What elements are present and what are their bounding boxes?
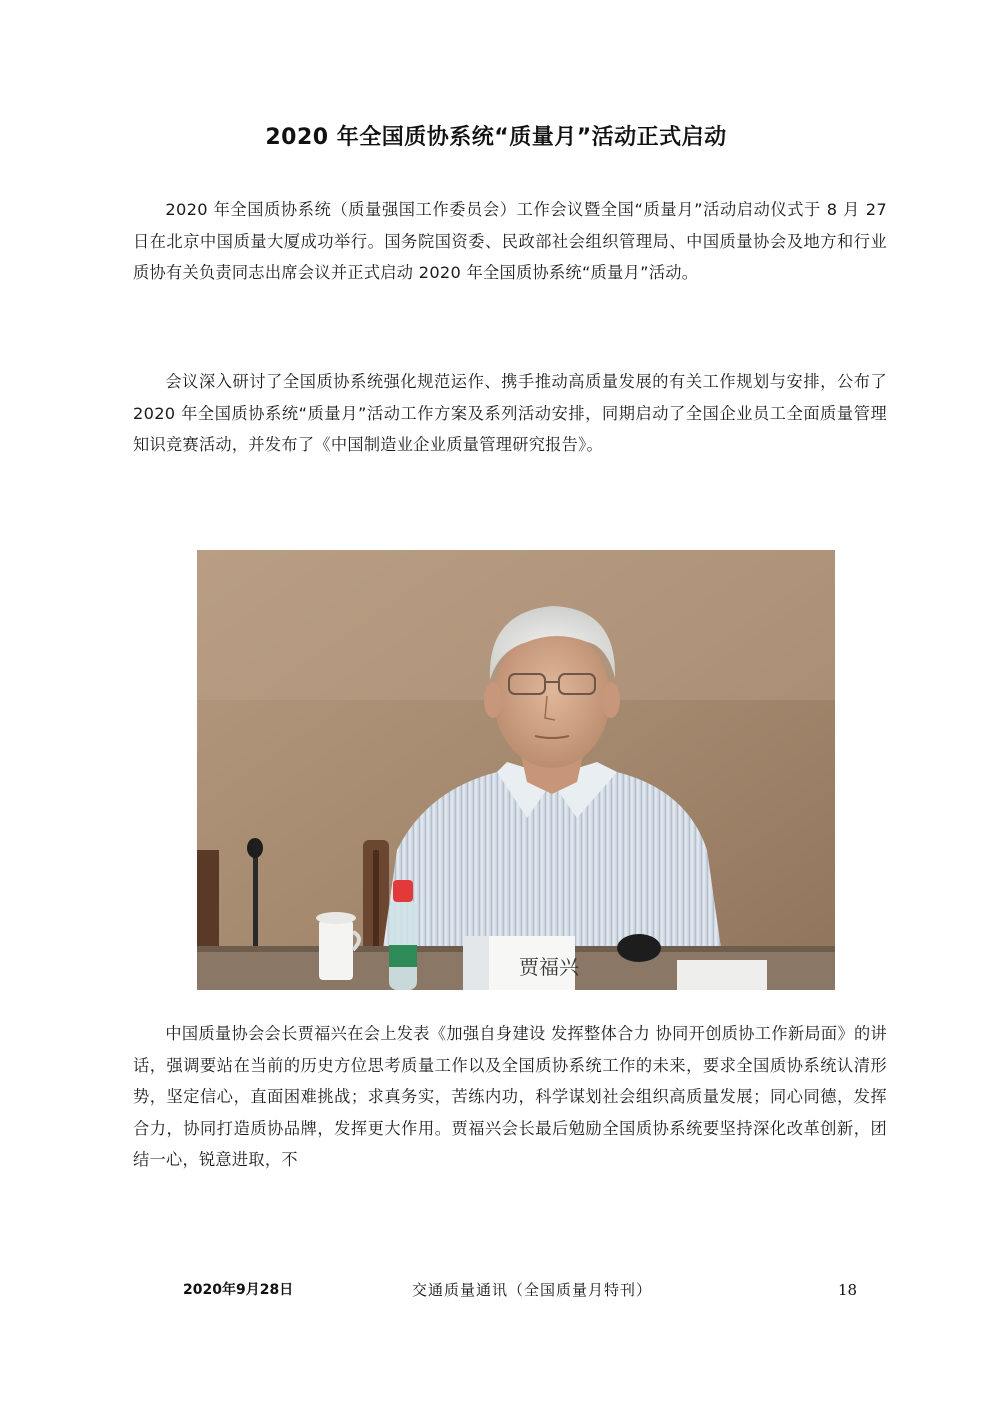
article-paragraph: 2020 年全国质协系统（质量强国工作委员会）工作会议暨全国“质量月”活动启动仪式于 8 月 27 日在北京中国质量大厦成功举行。国务院国资委、民政部社会组织管理局、中国质量协会及地方和行业质协有关负责同志出席会议并正式启动 2020 年全国质协系统“质量月”活动。	[133, 200, 887, 282]
footer-date: 2020年9月28日	[183, 1282, 294, 1298]
article-paragraph: 会议深入研讨了全国质协系统强化规范运作、携手推动高质量发展的有关工作规划与安排，公布了 2020 年全国质协系统“质量月”活动工作方案及系列活动安排，同期启动了全国企业员工全面质量管理知识竞赛活动，并发布了《中国制造业企业质量管理研究报告》。	[133, 372, 887, 454]
nameplate-text: 贾福兴	[519, 955, 579, 979]
page-number: 18	[838, 1281, 858, 1299]
meeting-photo	[197, 550, 835, 990]
article-paragraph: 中国质量协会会长贾福兴在会上发表《加强自身建设 发挥整体合力 协同开创质协工作新局面》的讲话，强调要站在当前的历史方位思考质量工作以及全国质协系统工作的未来，要求全国质协系统认清形势，坚定信心，直面困难挑战；求真务实，苦练内功，科学谋划社会组织高质量发展；同心同德，发挥合力，协同打造质协品牌，发挥更大作用。贾福兴会长最后勉励全国质协系统要坚持深化改革创新，团结一心，锐意进取，不	[133, 1024, 887, 1169]
article-title: 2020 年全国质协系统“质量月”活动正式启动	[265, 125, 727, 150]
footer-publication: 交通质量通讯（全国质量月特刊）	[412, 1281, 653, 1299]
